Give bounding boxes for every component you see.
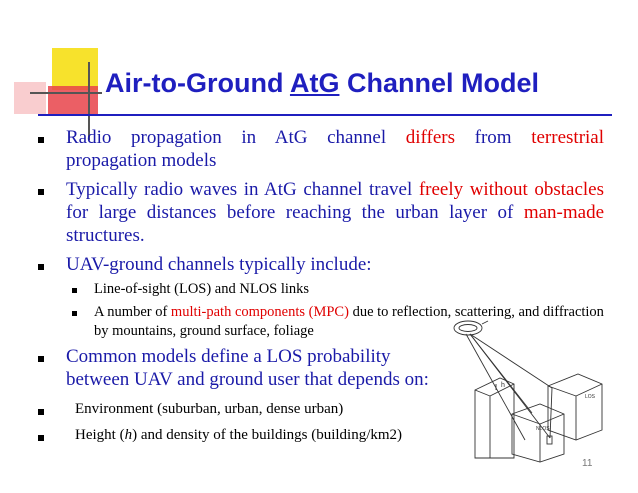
- bullet-radio-propagation: Radio propagation in AtG channel differs from terrestrial propagation models: [66, 127, 605, 171]
- sub-bullet-marker: [72, 311, 77, 316]
- title-rule: [38, 114, 612, 116]
- diagram-label-los: LOS: [585, 394, 596, 400]
- sub-bullet-marker: [72, 288, 77, 293]
- bullet-marker: [38, 435, 44, 441]
- bullet-marker: [38, 137, 44, 143]
- bullet-uav-ground: UAV-ground channels typically include:: [66, 254, 372, 275]
- sub-bullet-los-nlos: Line-of-sight (LOS) and NLOS links: [94, 281, 310, 297]
- bullet-marker: [38, 264, 44, 270]
- atg-channel-diagram: [440, 318, 615, 463]
- bullet-marker: [38, 409, 44, 415]
- bullet-environment: Environment (suburban, urban, dense urban): [75, 401, 344, 417]
- diagram-label-h: h: [501, 382, 505, 389]
- diagram-label-nlos: NLOS: [536, 426, 550, 432]
- bullet-marker: [38, 189, 44, 195]
- sub-bullet-mpc: A number of multi-path components (MPC) due to reflection, scattering, and diffraction by mountains, ground surface, foliage: [94, 304, 604, 339]
- slide-title: Air-to-Ground AtG Channel Model: [105, 68, 539, 98]
- page-number: 11: [582, 458, 593, 469]
- bullet-marker: [38, 356, 44, 362]
- decorative-squares: [0, 0, 110, 140]
- bullet-los-probability: Common models define a LOS probability between UAV and ground user that depends on:: [66, 346, 429, 390]
- bullet-radio-waves: Typically radio waves in AtG channel travel freely without obstacles for large distances before reaching the urban layer of man-made structures.: [66, 179, 604, 246]
- bullet-building-height: Height (h) and density of the buildings (building/km2): [75, 427, 403, 443]
